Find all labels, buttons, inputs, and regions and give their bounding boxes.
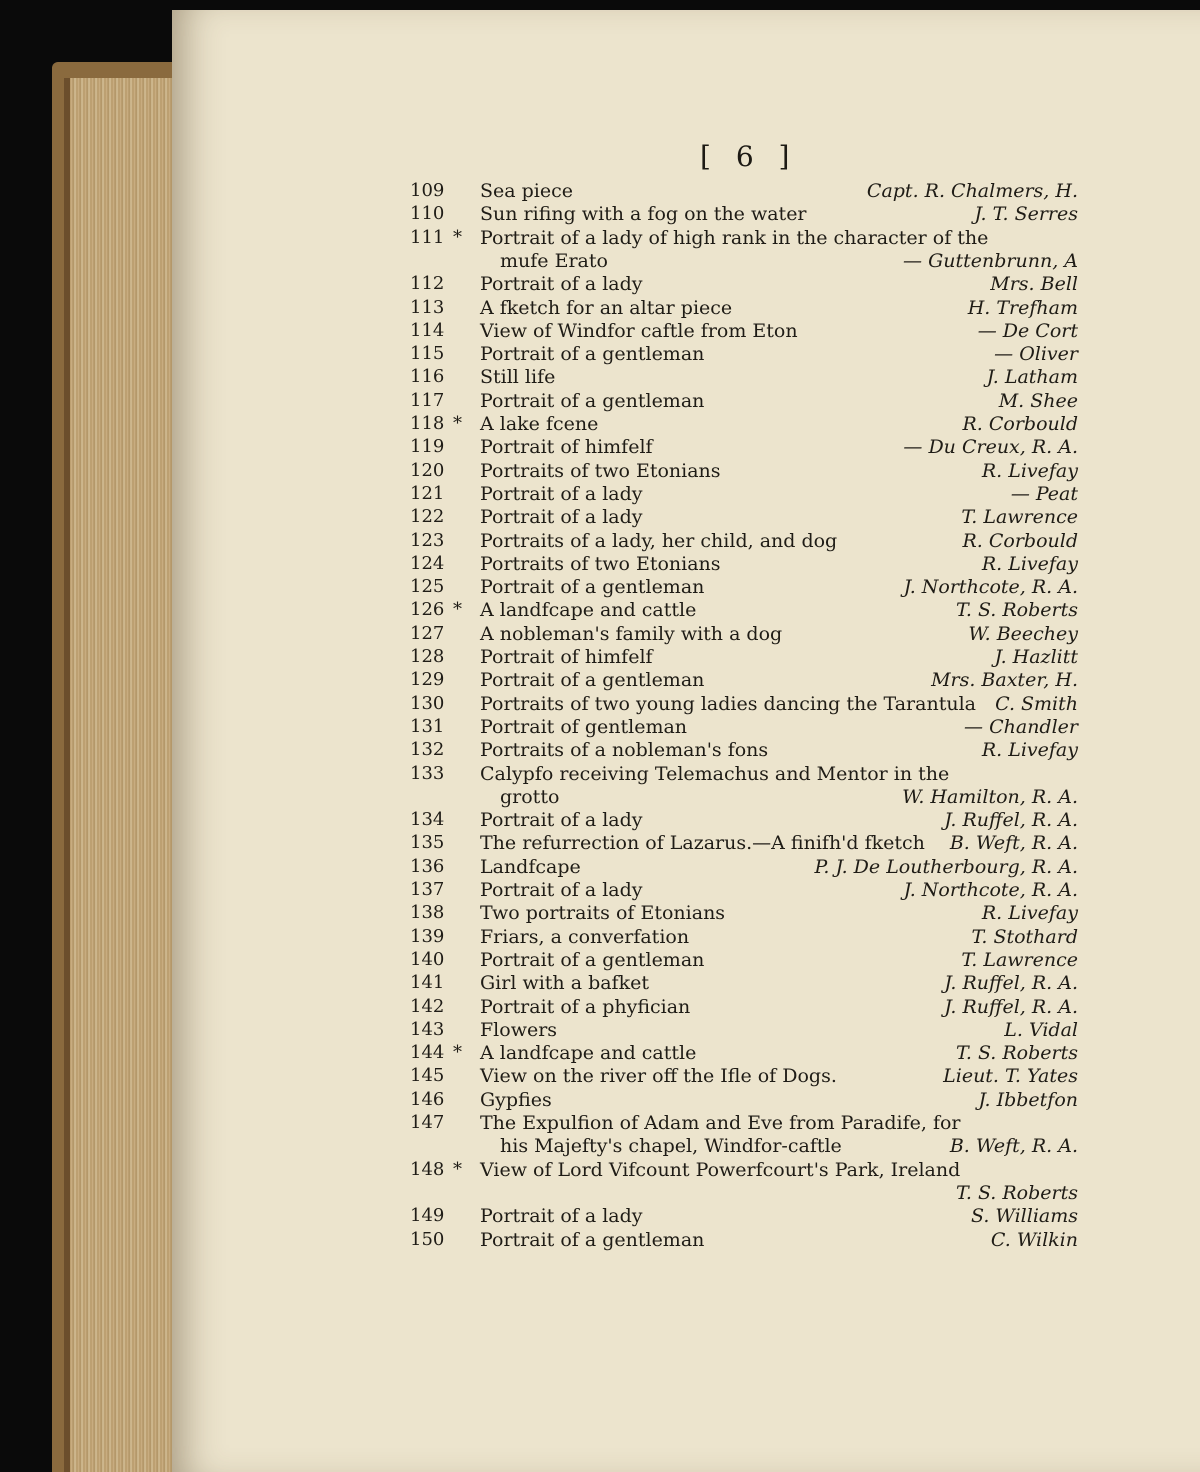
catalogue-entry — [0, 669, 1200, 693]
catalogue-entry — [0, 297, 1200, 321]
catalogue-entry — [0, 483, 1200, 507]
entry-artist: R. Corbould — [962, 413, 1078, 435]
catalogue-entry — [0, 506, 1200, 530]
entry-number: 119 — [410, 436, 445, 458]
entry-number: 121 — [410, 482, 445, 504]
entry-number: 133 — [410, 762, 445, 784]
entry-artist: — De Cort — [977, 319, 1078, 342]
catalogue-entry — [0, 530, 1200, 554]
catalogue-entry — [0, 902, 1200, 926]
entry-artist: T. S. Roberts — [956, 1181, 1078, 1204]
catalogue-entry — [0, 972, 1200, 996]
entry-title: Gypfies — [480, 1088, 552, 1111]
catalogue-entry — [0, 926, 1200, 950]
entry-artist: — Oliver — [994, 343, 1078, 366]
entry-artist: R. Livefay — [981, 902, 1078, 925]
catalogue-entry — [0, 996, 1200, 1020]
catalogue-entry — [0, 786, 1200, 810]
entry-title: Portrait of a lady — [480, 879, 643, 901]
entry-number: 120 — [410, 459, 445, 481]
entry-number: 115 — [410, 343, 445, 365]
entry-number: 150 — [410, 1228, 445, 1250]
catalogue-entry — [0, 646, 1200, 670]
catalogue-entry — [0, 693, 1200, 717]
entry-title: Portraits of two Etonians — [480, 552, 721, 575]
catalogue-entry — [0, 832, 1200, 856]
entry-title: Portraits of a lady, her child, and dog — [480, 529, 838, 552]
entry-title: Portraits of two Etonians — [480, 459, 721, 482]
catalogue-entry — [0, 1065, 1200, 1089]
catalogue-entry — [0, 273, 1200, 297]
entry-number: 148 — [410, 1158, 445, 1180]
entry-title: View of Windfor caftle from Eton — [480, 319, 798, 342]
entry-asterisk: * — [453, 226, 462, 248]
catalogue-entry — [0, 1205, 1200, 1229]
entry-title: Portrait of gentleman — [480, 715, 688, 738]
entry-title: A nobleman's family with a dog — [480, 622, 783, 645]
entry-number: 145 — [410, 1065, 445, 1087]
entry-artist: M. Shee — [998, 389, 1078, 412]
entry-artist: R. Livefay — [981, 739, 1078, 762]
catalogue-entry — [0, 460, 1200, 484]
entry-artist: L. Vidal — [1004, 1018, 1078, 1041]
entry-artist: W. Hamilton, R. A. — [902, 785, 1078, 808]
entry-title: Two portraits of Etonians — [480, 902, 726, 925]
entry-number: 140 — [410, 948, 445, 970]
entry-number: 135 — [410, 832, 445, 854]
entry-title: A landfcape and cattle — [480, 1042, 697, 1065]
entry-title: Girl with a bafket — [480, 972, 649, 995]
catalogue-entry — [0, 413, 1200, 437]
catalogue-entry — [0, 436, 1200, 460]
entry-artist: Capt. R. Chalmers, H. — [866, 180, 1078, 202]
catalogue-entry — [0, 576, 1200, 600]
entry-number: 138 — [410, 902, 445, 924]
catalogue-entry — [0, 763, 1200, 787]
catalogue-entry — [0, 879, 1200, 903]
entry-title: The refurrection of Lazarus.—A finifh'd fketch — [480, 832, 925, 855]
catalogue-entry — [0, 1159, 1200, 1183]
entry-number: 146 — [410, 1088, 445, 1110]
entry-asterisk: * — [453, 599, 462, 621]
entry-number: 114 — [410, 319, 445, 341]
catalogue-entry — [0, 390, 1200, 414]
entry-title: View on the river off the Ifle of Dogs. — [480, 1065, 837, 1088]
entry-title: Flowers — [480, 1018, 558, 1041]
entry-title: Portraits of a nobleman's fons — [480, 739, 769, 762]
entry-artist: R. Corbould — [962, 529, 1078, 552]
entry-title: Friars, a converfation — [480, 925, 690, 948]
entry-title: grotto — [500, 785, 560, 808]
entry-title: mufe Erato — [500, 249, 608, 272]
entry-number: 144 — [410, 1042, 445, 1064]
entry-title: Portrait of a lady — [480, 809, 643, 832]
entry-artist: R. Livefay — [981, 552, 1078, 575]
entry-artist: J. Northcote, R. A. — [903, 576, 1078, 599]
entry-artist: J. T. Serres — [974, 203, 1078, 226]
entry-number: 109 — [410, 180, 445, 201]
entry-artist: T. S. Roberts — [956, 599, 1078, 622]
entry-number: 122 — [410, 506, 445, 528]
entry-number: 127 — [410, 622, 445, 644]
entry-number: 132 — [410, 739, 445, 761]
entry-number: 129 — [410, 669, 445, 691]
entry-asterisk: * — [453, 1158, 462, 1180]
entry-number: 137 — [410, 879, 445, 900]
entry-number: 124 — [410, 552, 445, 574]
entry-artist: J. Ruffel, R. A. — [944, 972, 1078, 995]
entry-artist: T. S. Roberts — [956, 1042, 1078, 1065]
entry-number: 147 — [410, 1112, 445, 1133]
entry-number: 139 — [410, 925, 445, 947]
entry-number: 128 — [410, 646, 445, 667]
entry-title: Portrait of a gentleman — [480, 576, 705, 599]
entry-title: Portrait of a gentleman — [480, 669, 705, 692]
entry-title: A fketch for an altar piece — [480, 296, 733, 319]
entry-number: 126 — [410, 599, 445, 621]
entry-number: 130 — [410, 692, 445, 714]
entry-number: 116 — [410, 366, 445, 388]
entry-number: 118 — [410, 413, 445, 434]
entry-artist: Lieut. T. Yates — [943, 1065, 1078, 1088]
entry-number: 142 — [410, 995, 445, 1017]
entry-title: Portrait of himfelf — [480, 436, 653, 459]
entry-number: 141 — [410, 972, 445, 994]
entry-title: Portrait of a lady — [480, 482, 643, 505]
entry-title: The Expulfion of Adam and Eve from Paradife, for — [480, 1112, 961, 1134]
catalogue-entry — [0, 1112, 1200, 1136]
entry-title: Still life — [480, 366, 556, 389]
catalogue-entry — [0, 1182, 1200, 1206]
entry-artist: T. Lawrence — [961, 948, 1078, 971]
entry-asterisk: * — [453, 413, 462, 434]
catalogue-entry — [0, 949, 1200, 973]
entry-title: Portrait of a lady — [480, 1205, 643, 1228]
entry-number: 113 — [410, 296, 445, 318]
entry-artist: — Chandler — [964, 715, 1078, 738]
page-number: [ 6 ] — [700, 140, 798, 173]
catalogue-entry — [0, 856, 1200, 880]
entry-number: 149 — [410, 1205, 445, 1227]
catalogue-entry — [0, 739, 1200, 763]
entry-number: 131 — [410, 715, 445, 737]
catalogue-entry — [0, 343, 1200, 367]
entry-title: View of Lord Vifcount Powerfcourt's Park, Ireland — [480, 1158, 961, 1181]
entry-title: Portrait of a gentleman — [480, 343, 705, 366]
entry-title: Portrait of a gentleman — [480, 389, 705, 412]
entry-number: 143 — [410, 1018, 445, 1040]
entry-number: 112 — [410, 273, 445, 295]
entry-artist: H. Trefham — [967, 296, 1078, 319]
catalogue-entry — [0, 1042, 1200, 1066]
entry-artist: J. Ibbetfon — [978, 1088, 1078, 1111]
entry-artist: Mrs. Bell — [990, 273, 1078, 296]
entry-title: Portrait of a lady of high rank in the character of the — [480, 226, 989, 249]
entry-title: Landfcape — [480, 855, 581, 878]
entry-artist: — Guttenbrunn, A — [903, 249, 1078, 272]
catalogue-entry — [0, 1229, 1200, 1253]
catalogue-entry — [0, 1019, 1200, 1043]
entry-artist: S. Williams — [970, 1205, 1078, 1228]
entry-artist: B. Weft, R. A. — [949, 1135, 1078, 1158]
entry-number: 123 — [410, 529, 445, 551]
entry-artist: T. Stothard — [971, 925, 1078, 948]
catalogue-entry — [0, 180, 1200, 204]
entry-artist: T. Lawrence — [961, 506, 1078, 529]
entry-artist: J. Ruffel, R. A. — [944, 995, 1078, 1018]
entry-title: Sun rifing with a fog on the water — [480, 203, 807, 226]
catalogue-entry — [0, 599, 1200, 623]
entry-artist: P. J. De Loutherbourg, R. A. — [814, 855, 1078, 878]
catalogue-entry — [0, 250, 1200, 274]
entry-artist: C. Smith — [995, 692, 1078, 715]
entry-title: A lake fcene — [480, 413, 599, 435]
entry-artist: R. Livefay — [981, 459, 1078, 482]
catalogue-entry — [0, 320, 1200, 344]
entry-artist: — Du Creux, R. A. — [903, 436, 1078, 459]
entry-number: 111 — [410, 226, 445, 248]
entry-artist: — Peat — [1010, 482, 1078, 505]
entry-title: Portrait of a phyfician — [480, 995, 691, 1018]
entry-number: 134 — [410, 809, 445, 831]
entry-artist: J. Hazlitt — [994, 646, 1078, 668]
entry-number: 125 — [410, 576, 445, 598]
entry-title: his Majefty's chapel, Windfor-caftle — [500, 1135, 842, 1158]
entry-title: Portrait of himfelf — [480, 646, 653, 668]
entry-title: Portrait of a gentleman — [480, 948, 705, 971]
entry-title: Sea piece — [480, 180, 573, 202]
entry-title: Portrait of a lady — [480, 273, 643, 296]
entry-artist: B. Weft, R. A. — [949, 832, 1078, 855]
entry-title: Portrait of a gentleman — [480, 1228, 705, 1251]
catalogue-entry — [0, 1135, 1200, 1159]
catalogue-entry — [0, 203, 1200, 227]
catalogue-entry — [0, 366, 1200, 390]
entry-artist: Mrs. Baxter, H. — [931, 669, 1078, 692]
entry-number: 136 — [410, 855, 445, 877]
entry-title: Portrait of a lady — [480, 506, 643, 529]
catalogue-entry — [0, 716, 1200, 740]
catalogue-entry — [0, 1089, 1200, 1113]
entry-artist: J. Latham — [986, 366, 1078, 389]
catalogue-entry — [0, 809, 1200, 833]
catalogue-entry — [0, 623, 1200, 647]
catalogue-entry — [0, 553, 1200, 577]
entry-number: 117 — [410, 389, 445, 411]
entry-artist: J. Ruffel, R. A. — [944, 809, 1078, 832]
entry-number: 110 — [410, 203, 445, 225]
entry-title: A landfcape and cattle — [480, 599, 697, 622]
entry-artist: J. Northcote, R. A. — [903, 879, 1078, 901]
entry-asterisk: * — [453, 1042, 462, 1064]
catalogue-entry — [0, 227, 1200, 251]
entry-artist: C. Wilkin — [990, 1228, 1078, 1251]
entry-artist: W. Beechey — [968, 622, 1078, 645]
entry-title: Portraits of two young ladies dancing the Tarantula — [480, 692, 976, 715]
entry-title: Calypfo receiving Telemachus and Mentor in the — [480, 762, 950, 785]
